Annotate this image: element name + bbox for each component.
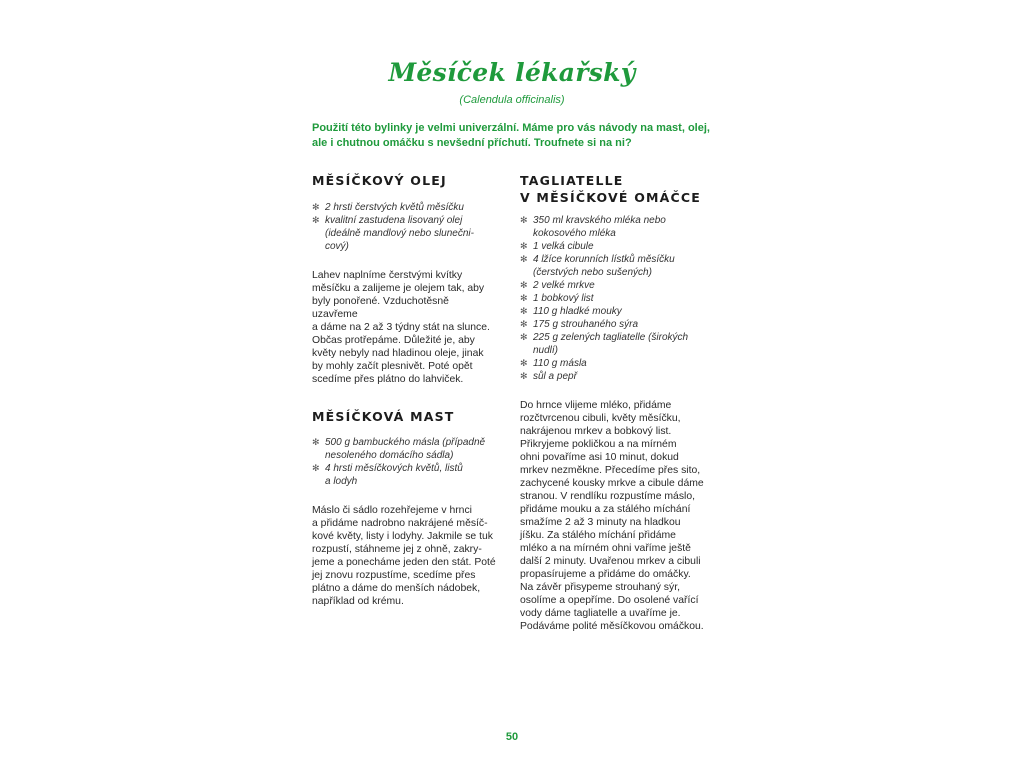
list-item: ✻ 225 g zelených tagliatelle (širokých nudlí): [520, 332, 689, 356]
left-column: [312, 172, 497, 608]
pasta-heading: [520, 172, 720, 206]
pasta-ingredients: [520, 214, 720, 383]
oil-instructions: Lahev naplníme čerstvými kvítky měsíčku a zalijeme je olejem tak, aby byly ponořené. Vzduchotěsně uzavřeme a dáme na 2 až 3 týdny stát na slunce. Občas protřepáme. Důležité je, aby květy nebyly nad hladinou oleje, jinak by mohly začít plesnivět. Poté opět scedíme přes plátno do lahviček.: [312, 270, 490, 385]
asterisk-bullet-icon: ✻: [520, 280, 528, 290]
list-item: ✻ 175 g strouhaného sýra: [520, 319, 639, 330]
asterisk-bullet-icon: ✻: [520, 332, 528, 342]
page-title: Měsíček lékařský: [388, 58, 636, 87]
asterisk-bullet-icon: ✻: [520, 254, 528, 264]
ointment-instructions: Máslo či sádlo rozehřejeme v hrnci a přidáme nadrobno nakrájené měsíč- kové květy, listy i lodyhy. Jakmile se tuk rozpustí, stáhneme jej z ohně, zakry- jeme a ponecháme jeden den stát. Poté jej znovu rozpustíme, scedíme přes plátno a dáme do menších nádobek, například od krému.: [312, 505, 496, 607]
list-item: ✻ 4 lžíce korunních lístků měsíčku (čerstvých nebo sušených): [520, 254, 675, 278]
asterisk-bullet-icon: ✻: [520, 241, 528, 251]
asterisk-bullet-icon: ✻: [312, 463, 320, 473]
asterisk-bullet-icon: ✻: [520, 293, 528, 303]
list-item: ✻ sůl a pepř: [520, 371, 577, 382]
pasta-heading-line1: TAGLIATELLE: [520, 173, 624, 188]
asterisk-bullet-icon: ✻: [520, 371, 528, 381]
asterisk-bullet-icon: ✻: [520, 319, 528, 329]
list-item: ✻ 110 g hladké mouky: [520, 306, 622, 317]
list-item: ✻ 1 bobkový list: [520, 293, 594, 304]
oil-ingredients: [312, 201, 497, 253]
list-item: ✻ 500 g bambuckého másla (případně nesoleného domácího sádla): [312, 437, 486, 461]
pasta-heading-line2: V MĚSÍČKOVÉ OMÁČCE: [520, 190, 702, 205]
asterisk-bullet-icon: ✻: [312, 215, 320, 225]
list-item: ✻ 2 hrsti čerstvých květů měsíčku: [312, 202, 464, 213]
intro-text: Použití této bylinky je velmi univerzální. Máme pro vás návody na mast, olej, ale i chutnou omáčku s nevšední příchutí. Troufnete si na ni?: [312, 122, 710, 149]
pasta-instructions: Do hrnce vlijeme mléko, přidáme rozčtvrcenou cibuli, květy měsíčku, nakrájenou mrkev a bobkový list. Přikryjeme pokličkou a na mírném ohni povaříme asi 10 minut, dokud mrkev nezměkne. Přecedíme přes sito, zachycené kousky mrkve a cibule dáme stranou. V rendlíku rozpustíme máslo, přidáme mouku a za stálého míchání smažíme 2 až 3 minuty na hladkou jíšku. Za stálého míchání přidáme mléko a na mírném ohni vaříme ještě další 2 minuty. Uvařenou mrkev a cibuli propasírujeme a přidáme do omáčky. Na závěr přisypeme strouhaný sýr, osolíme a opepříme. Do osolené vařící vody dáme tagliatelle a uvaříme je. Podáváme polité měsíčkovou omáčkou.: [520, 400, 704, 632]
asterisk-bullet-icon: ✻: [312, 202, 320, 212]
list-item: ✻ 110 g másla: [520, 358, 587, 369]
ointment-heading: MĚSÍČKOVÁ MAST: [312, 409, 455, 424]
asterisk-bullet-icon: ✻: [312, 437, 320, 447]
right-column: [520, 172, 720, 633]
page-number: 50: [505, 731, 519, 743]
list-item: ✻ kvalitní zastudena lisovaný olej (ideálně mandlový nebo slunečni- cový): [312, 215, 474, 252]
asterisk-bullet-icon: ✻: [520, 215, 528, 225]
latin-name: (Calendula officinalis): [459, 94, 565, 106]
oil-heading: MĚSÍČKOVÝ OLEJ: [312, 173, 447, 188]
asterisk-bullet-icon: ✻: [520, 358, 528, 368]
asterisk-bullet-icon: ✻: [520, 306, 528, 316]
list-item: ✻ 4 hrsti měsíčkových květů, listů a lodyh: [312, 463, 463, 487]
list-item: ✻ 2 velké mrkve: [520, 280, 595, 291]
list-item: ✻ 350 ml kravského mléka nebo kokosového mléka: [520, 215, 666, 239]
ointment-ingredients: [312, 436, 497, 488]
list-item: ✻ 1 velká cibule: [520, 241, 594, 252]
